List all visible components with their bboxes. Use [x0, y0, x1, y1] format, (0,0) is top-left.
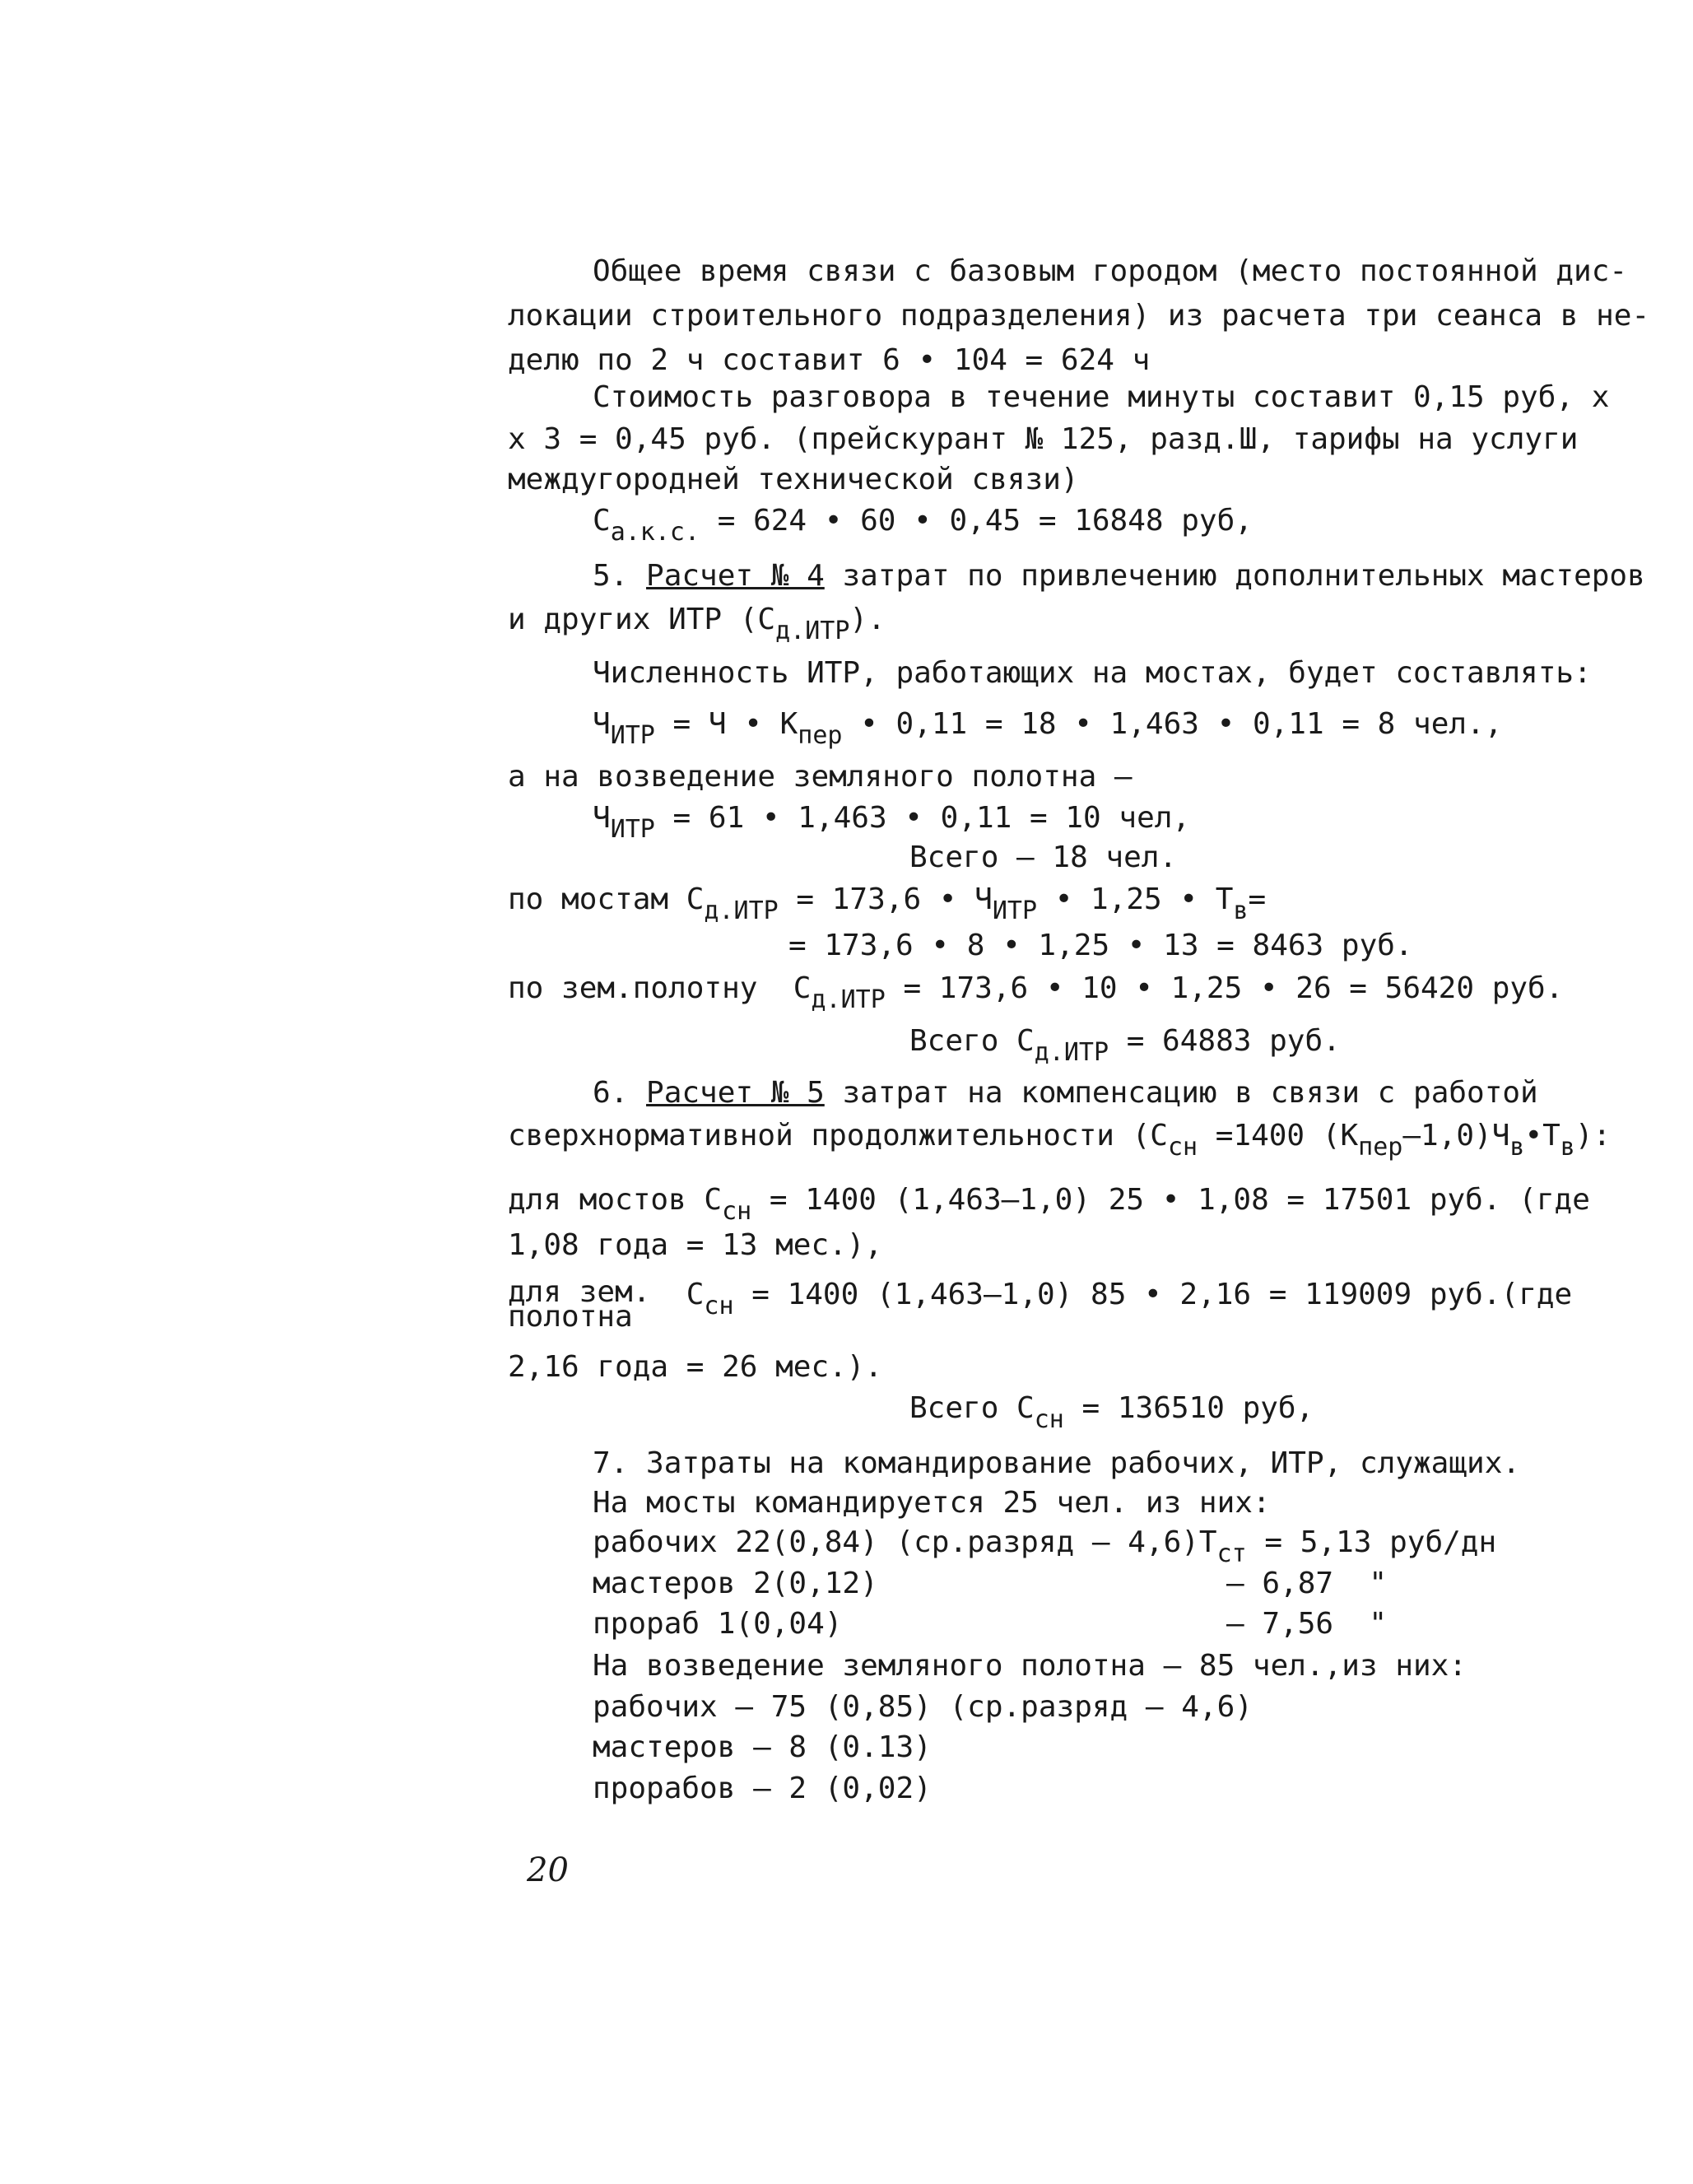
section5-line3: Численность ИТР, работающих на мостах, будет составлять: [593, 656, 1592, 690]
formula-itr-embankment: $Ч_{ИТР} = 61$ • 1,463 • 0,11 = 10 чел, [593, 801, 1191, 844]
section5-calc-ref: Расчет № 4 [646, 559, 825, 593]
formula-son-bridges-line2: 1,08 года = 13 мес.), [508, 1228, 883, 1262]
section7-workers-row: рабочих 22(0,84) (ср.разряд – $4,6)Т_{ст} = 5,13$ руб/дн [593, 1525, 1497, 1568]
section7-emb-masters: мастеров – 8 (0.13) [593, 1730, 932, 1764]
section6-calc-ref: Расчет № 5 [646, 1076, 825, 1110]
formula-son-embankment: для зем. полотна $С_{сн} = 1400$ (1,463–1,0) 85 • 2,16 = 119009 руб.(где [508, 1275, 1573, 1334]
para2-line2: x 3 = 0,45 руб. (прейскурант № 125, разд.Ш, тарифы на услуги [508, 422, 1579, 456]
para1-line3: делю по 2 ч составит 6 • 104 = 624 ч [508, 343, 1151, 377]
para2-line3: междугородней технической связи) [508, 463, 1079, 496]
section7-emb-foremen: прорабов – 2 (0,02) [593, 1772, 932, 1805]
section7-heading: 7. Затраты на командирование рабочих, ИТР, служащих. [593, 1446, 1521, 1480]
section7-bridges: На мосты командируется 25 чел. из них: [593, 1486, 1271, 1520]
formula-akc: $С_{а.к.с.} = 624$ • 60 • 0,45 = 16848 руб, [593, 504, 1253, 547]
section7-masters-row: мастеров 2(0,12) [593, 1567, 878, 1600]
formula-son-embankment-line2: 2,16 года = 26 мес.). [508, 1350, 883, 1384]
page-number: 20 [527, 1851, 569, 1889]
total-son-cost: Всего $С_{сн} = 136510$ руб, [909, 1391, 1314, 1434]
section7-embankment: На возведение земляного полотна – 85 чел.,из них: [593, 1649, 1467, 1683]
para1-line1: Общее время связи с базовым городом (место постоянной дис- [593, 254, 1628, 288]
section5-line2: и других ИТР $(С_{д.ИТР})$. [508, 603, 886, 645]
formula-son-bridges: для мостов $С_{сн} = 1400$ (1,463–1,0) 25 • 1,08 = 17501 руб. (где [508, 1183, 1590, 1226]
section7-foreman-row: прораб 1(0,04) [593, 1607, 843, 1641]
formula-bridges-cost: по мостам $С_{д.ИТР} = 173,6$ • $Ч_{ИТР}$ • 1,25 • $Т_в=$ [508, 882, 1267, 925]
section7-emb-workers: рабочих – 75 (0,85) (ср.разряд – 4,6) [593, 1690, 1253, 1724]
section6-line2: сверхнормативной продолжительности ($С_{сн} =1400$ $(К_{пер}-1,0)Ч_в•Т_в$): [508, 1119, 1612, 1162]
para1-line2: локации строительного подразделения) из расчета три сеанса в не- [508, 299, 1650, 333]
formula-bridges-cost-result: = 173,6 • 8 • 1,25 • 13 = 8463 руб. [788, 929, 1413, 962]
formula-embankment-cost: по зем.полотну $С_{д.ИТР} = 173,6$ • 10 • 1,25 • 26 = 56420 руб. [508, 971, 1564, 1014]
section7-masters-rate: – 6,87 " [1226, 1567, 1388, 1600]
section5-heading: 5. Расчет № 4 затрат по привлечению дополнительных мастеров [593, 559, 1645, 593]
total-itr-count: Всего – 18 чел. [909, 841, 1178, 874]
text-embankment: а на возведение земляного полотна – [508, 760, 1133, 794]
total-itr-cost: Всего $С_{д.ИТР} = 64883$ руб. [909, 1024, 1341, 1067]
section7-foreman-rate: – 7,56 " [1226, 1607, 1388, 1641]
formula-itr-bridges: $Ч_{ИТР} = Ч$ • $К_{пер}$ • 0,11 = 18 • 1,463 • 0,11 = 8 чел., [593, 707, 1503, 750]
section6-heading: 6. Расчет № 5 затрат на компенсацию в связи с работой [593, 1076, 1538, 1110]
para2-line1: Стоимость разговора в течение минуты составит 0,15 руб, x [593, 380, 1610, 414]
